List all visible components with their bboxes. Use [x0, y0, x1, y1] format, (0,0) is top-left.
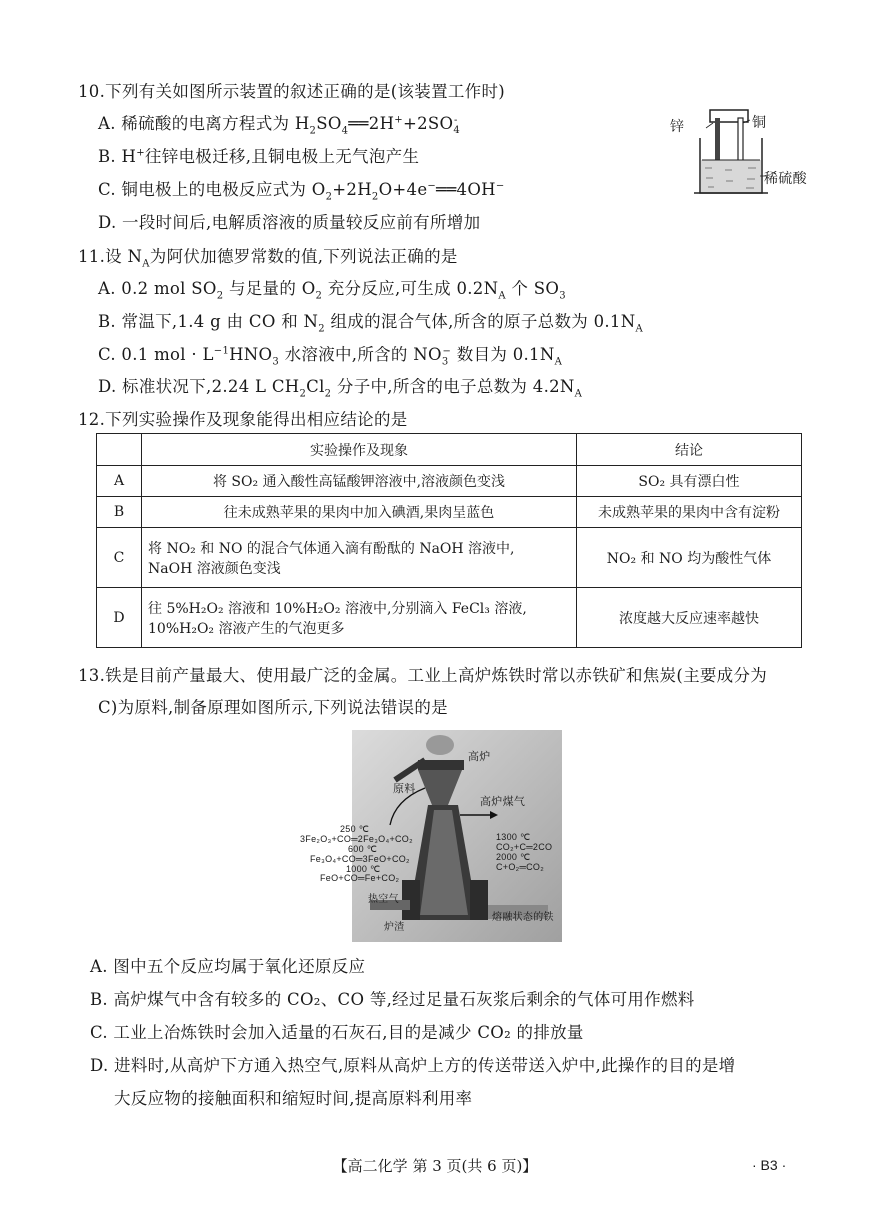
q11-option-d: D. 标准状况下,2.24 L $CH_2Cl_2$ 分子中,所含的电子总数为 $4.2N_A$	[98, 377, 583, 400]
galvanic-cell-diagram	[680, 108, 815, 203]
reaction-2: Fe₃O₄+CO═3FeO+CO₂	[310, 854, 410, 864]
reaction-1: 3Fe₂O₃+CO═2Fe₃O₄+CO₂	[300, 834, 413, 844]
row-conclusion: NO₂ 和 NO 均为酸性气体	[577, 528, 802, 588]
q13-option-a: A. 图中五个反应均属于氧化还原反应	[90, 957, 366, 976]
q10-option-b: B. H+往锌电极迁移,且铜电极上无气泡产生	[98, 147, 420, 166]
hot-air-label: 热空气	[368, 894, 399, 905]
row-operation: 将 SO₂ 通入酸性高锰酸钾溶液中,溶液颜色变浅	[142, 466, 577, 497]
row-operation-line: NaOH 溶液颜色变浅	[148, 560, 281, 577]
q11-option-c: C. 0.1 mol · $L^{-1}HNO_3$ 水溶液中,所含的 $NO_3^-$ 数目为 $0.1N_A$	[98, 345, 563, 368]
row-operation: 往未成熟苹果的果肉中加入碘酒,果肉呈蓝色	[142, 497, 577, 528]
page-code: · B3 ·	[752, 1157, 787, 1173]
table-header-cell: 实验操作及现象	[142, 434, 577, 466]
temp-2000: 2000 ℃	[496, 852, 531, 862]
row-operation-line: 10%H₂O₂ 溶液产生的气泡更多	[148, 620, 345, 637]
molten-iron-label: 熔融状态的铁	[492, 912, 554, 923]
q11-option-b: B. 常温下,1.4 g 由 CO 和 $N_2$ 组成的混合气体,所含的原子总数为 $0.1N_A$	[98, 312, 643, 335]
row-operation-line: 将 NO₂ 和 NO 的混合气体通入滴有酚酞的 NaOH 溶液中,	[148, 540, 515, 557]
q13-option-b: B. 高炉煤气中含有较多的 CO₂、CO 等,经过足量石灰浆后剩余的气体可用作燃料	[90, 990, 695, 1009]
q10-stem: 10.下列有关如图所示装置的叙述正确的是(该装置工作时)	[78, 82, 506, 101]
table-row	[97, 528, 802, 588]
q13-stem-line1: 13.铁是目前产量最大、使用最广泛的金属。工业上高炉炼铁时常以赤铁矿和焦炭(主要成分为	[78, 666, 768, 685]
temp-250: 250 ℃	[340, 824, 370, 834]
temp-1000: 1000 ℃	[346, 864, 381, 874]
row-conclusion: 未成熟苹果的果肉中含有淀粉	[577, 497, 802, 528]
q12-stem: 12.下列实验操作及现象能得出相应结论的是	[78, 410, 408, 429]
reaction-4: CO₂+C═2CO	[496, 842, 553, 852]
row-operation-line: 往 5%H₂O₂ 溶液和 10%H₂O₂ 溶液中,分别滴入 FeCl₃ 溶液,	[148, 600, 527, 617]
furnace-label: 高炉	[468, 751, 491, 763]
table-header-cell: 结论	[577, 434, 802, 466]
q12-table	[96, 433, 802, 648]
q13-option-d-line2: 大反应物的接触面积和缩短时间,提高原料利用率	[114, 1089, 473, 1108]
q10-cell-figure	[670, 108, 815, 203]
row-key: C	[97, 528, 142, 588]
row-key: B	[97, 497, 142, 528]
row-key: D	[97, 588, 142, 648]
row-key: A	[97, 466, 142, 497]
temp-600: 600 ℃	[348, 844, 378, 854]
q11-option-a: A. 0.2 mol $SO_2$ 与足量的 $O_2$ 充分反应,可生成 $0.2N_A$ 个 $SO_3$	[98, 279, 566, 302]
row-conclusion: SO₂ 具有漂白性	[577, 466, 802, 497]
row-conclusion: 浓度越大反应速率越快	[577, 588, 802, 648]
table-header-cell	[97, 434, 142, 466]
table-row	[97, 588, 802, 648]
reaction-5: C+O₂═CO₂	[496, 862, 545, 872]
row-operation	[142, 528, 577, 588]
slag-label: 炉渣	[384, 922, 405, 933]
q13-option-c: C. 工业上冶炼铁时会加入适量的石灰石,目的是减少 CO₂ 的排放量	[90, 1023, 584, 1042]
raw-material-label: 原料	[393, 783, 416, 795]
q10-option-d: D. 一段时间后,电解质溶液的质量较反应前有所增加	[98, 213, 481, 232]
q13-stem-line2: C)为原料,制备原理如图所示,下列说法错误的是	[98, 698, 448, 717]
reaction-3: FeO+CO═Fe+CO₂	[320, 873, 400, 883]
page-footer: 【高二化学 第 3 页(共 6 页)】	[332, 1157, 538, 1175]
table-row	[97, 497, 802, 528]
table-header-row	[97, 434, 802, 466]
blast-furnace-figure	[300, 730, 570, 942]
copper-label: 铜	[752, 115, 767, 131]
acid-label: 稀硫酸	[764, 171, 807, 187]
q10-option-c: C. 铜电极上的电极反应式为 $O_2+2H_2O+4e^-══4OH^-$	[98, 180, 505, 203]
furnace-gas-label: 高炉煤气	[480, 796, 526, 808]
q10-option-a: A. 稀硫酸的电离方程式为 $H_2SO_4══2H^++2SO_4^-$	[98, 114, 461, 137]
zinc-label: 锌	[670, 119, 685, 135]
row-operation	[142, 588, 577, 648]
q11-stem: 11.设 $N_A$为阿伏加德罗常数的值,下列说法正确的是	[78, 247, 458, 270]
temp-1300: 1300 ℃	[496, 832, 531, 842]
table-row	[97, 466, 802, 497]
q13-option-d-line1: D. 进料时,从高炉下方通入热空气,原料从高炉上方的传送带送入炉中,此操作的目的是增	[90, 1056, 736, 1075]
